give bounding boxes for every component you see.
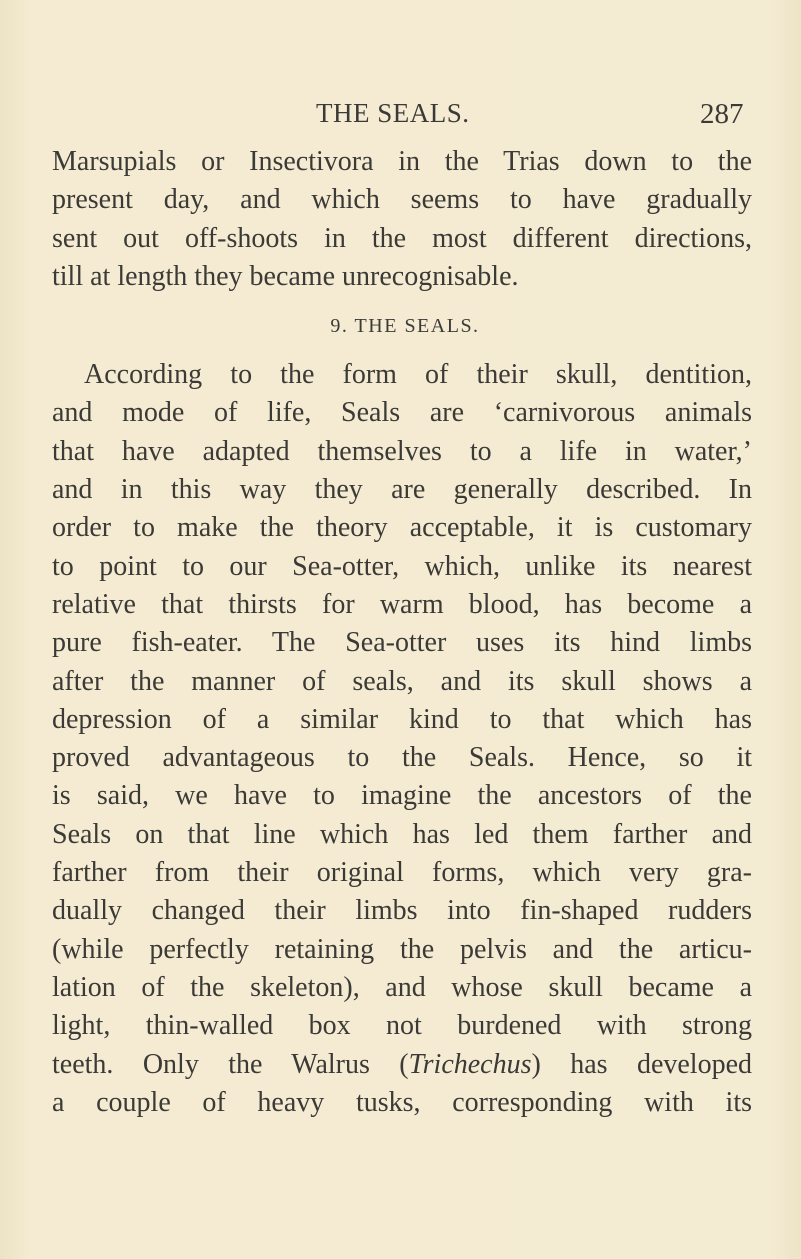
text-line: light, thin-walled box not burdened with strong bbox=[52, 1010, 752, 1042]
text-line: till at length they became unrecognisable. bbox=[52, 260, 519, 292]
text-line: order to make the theory acceptable, it is customary bbox=[52, 512, 752, 544]
text-line: and in this way they are generally described. In bbox=[52, 474, 752, 506]
page-number: 287 bbox=[700, 98, 744, 130]
text-line: and mode of life, Seals are ‘carnivorous animals bbox=[52, 397, 752, 429]
text-line: pure fish-eater. The Sea-otter uses its hind limbs bbox=[52, 627, 752, 659]
text-line: that have adapted themselves to a life in water,’ bbox=[52, 435, 752, 467]
text-line: According to the form of their skull, dentition, bbox=[84, 359, 752, 391]
text-line: after the manner of seals, and its skull shows a bbox=[52, 665, 752, 697]
section-heading: 9. THE SEALS. bbox=[330, 315, 480, 338]
text-line: farther from their original forms, which very gra- bbox=[52, 857, 752, 889]
text-line: a couple of heavy tusks, corresponding with its bbox=[52, 1086, 752, 1118]
text-line: proved advantageous to the Seals. Hence, so it bbox=[52, 742, 752, 774]
text-line: depression of a similar kind to that which has bbox=[52, 703, 752, 735]
teeth-word: teeth. bbox=[52, 1048, 114, 1080]
text-line-walrus bbox=[52, 1046, 752, 1084]
running-title: THE SEALS. bbox=[316, 98, 470, 128]
text-line: to point to our Sea-otter, which, unlike its nearest bbox=[52, 550, 752, 582]
genus-name: Trichechus bbox=[408, 1048, 532, 1080]
walrus-text: Only the Walrus ( bbox=[142, 1048, 409, 1080]
walrus-text-end: ) has developed bbox=[531, 1048, 753, 1080]
text-line: Seals on that line which has led them farther and bbox=[52, 818, 752, 850]
running-head bbox=[0, 98, 801, 138]
text-line: relative that thirsts for warm blood, has become a bbox=[52, 588, 752, 620]
text-line: is said, we have to imagine the ancestors of the bbox=[52, 780, 752, 812]
body-text bbox=[52, 143, 752, 1122]
text-line: sent out off-shoots in the most different directions, bbox=[52, 222, 752, 254]
text-line: Marsupials or Insectivora in the Trias down to the bbox=[52, 146, 752, 177]
text-line: lation of the skeleton), and whose skull became a bbox=[52, 971, 752, 1003]
text-line: present day, and which seems to have gradually bbox=[52, 184, 752, 216]
text-line: (while perfectly retaining the pelvis and the articu- bbox=[52, 933, 752, 965]
text-line: dually changed their limbs into fin-shaped rudders bbox=[52, 895, 752, 927]
